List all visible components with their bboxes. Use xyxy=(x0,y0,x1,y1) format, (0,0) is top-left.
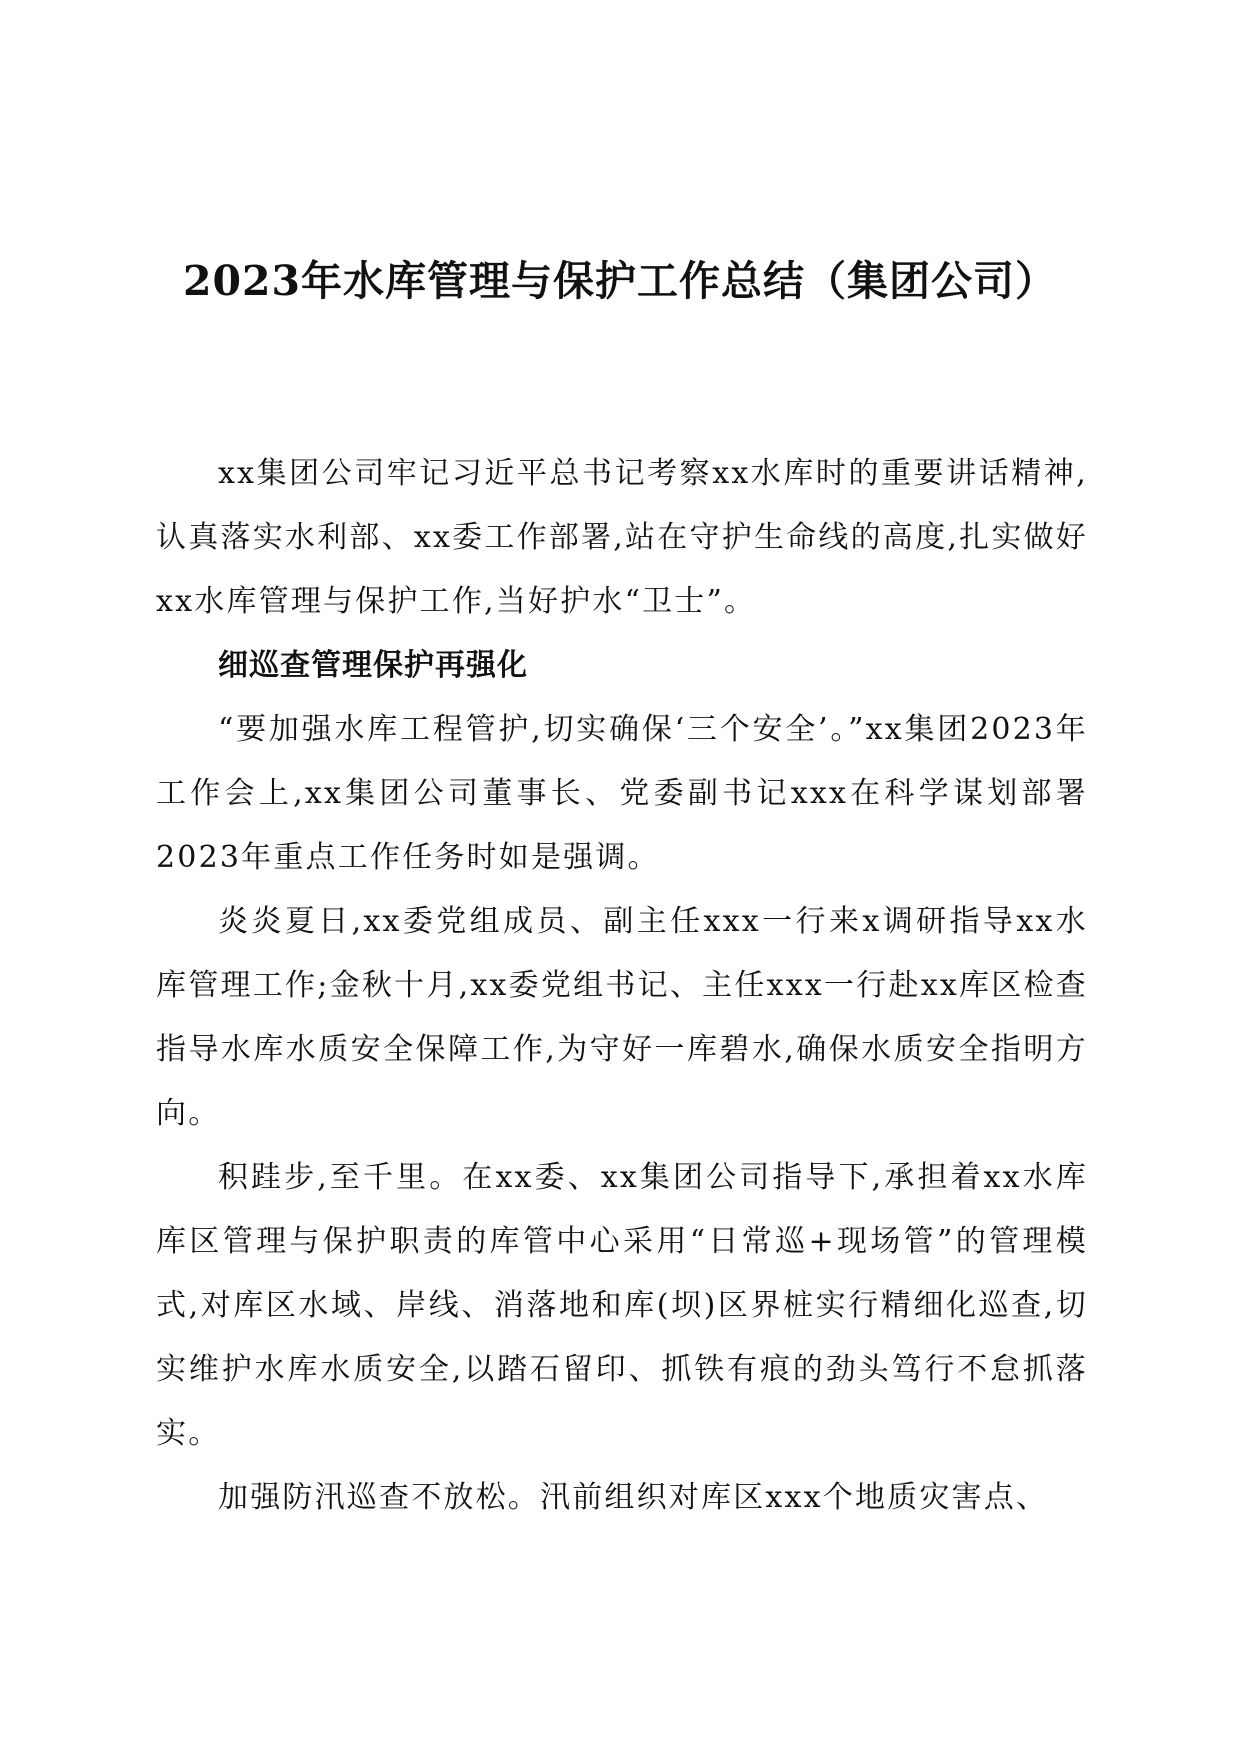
intro-paragraph: xx集团公司牢记习近平总书记考察xx水库时的重要讲话精神,认真落实水利部、xx委工作部署,站在守护生命线的高度,扎实做好xx水库管理与保护工作,当好护水“卫士”。 xyxy=(156,456,1088,619)
body-paragraph: 积跬步,至千里。在xx委、xx集团公司指导下,承担着xx水库库区管理与保护职责的库管中心采用“日常巡+现场管”的管理模式,对库区水域、岸线、消落地和库(坝)区界桩实行精细化巡查,切实维护水库水质安全,以踏石留印、抓铁有痕的劲头笃行不怠抓落实。 xyxy=(156,1160,1088,1451)
document-body xyxy=(156,442,1088,1530)
document-title: 2023年水库管理与保护工作总结（集团公司） xyxy=(182,257,1058,305)
body-paragraph: 加强防汛巡查不放松。汛前组织对库区xxx个地质灾害点、 xyxy=(218,1480,1049,1515)
body-paragraph: “要加强水库工程管护,切实确保‘三个安全’。”xx集团2023年工作会上,xx集团公司董事长、党委副书记xxx在科学谋划部署2023年重点工作任务时如是强调。 xyxy=(156,712,1088,875)
body-paragraph: 炎炎夏日,xx委党组成员、副主任xxx一行来x调研指导xx水库管理工作;金秋十月,xx委党组书记、主任xxx一行赴xx库区检查指导水库水质安全保障工作,为守好一库碧水,确保水质安全指明方向。 xyxy=(156,904,1088,1131)
section-heading: 细巡查管理保护再强化 xyxy=(218,648,528,683)
